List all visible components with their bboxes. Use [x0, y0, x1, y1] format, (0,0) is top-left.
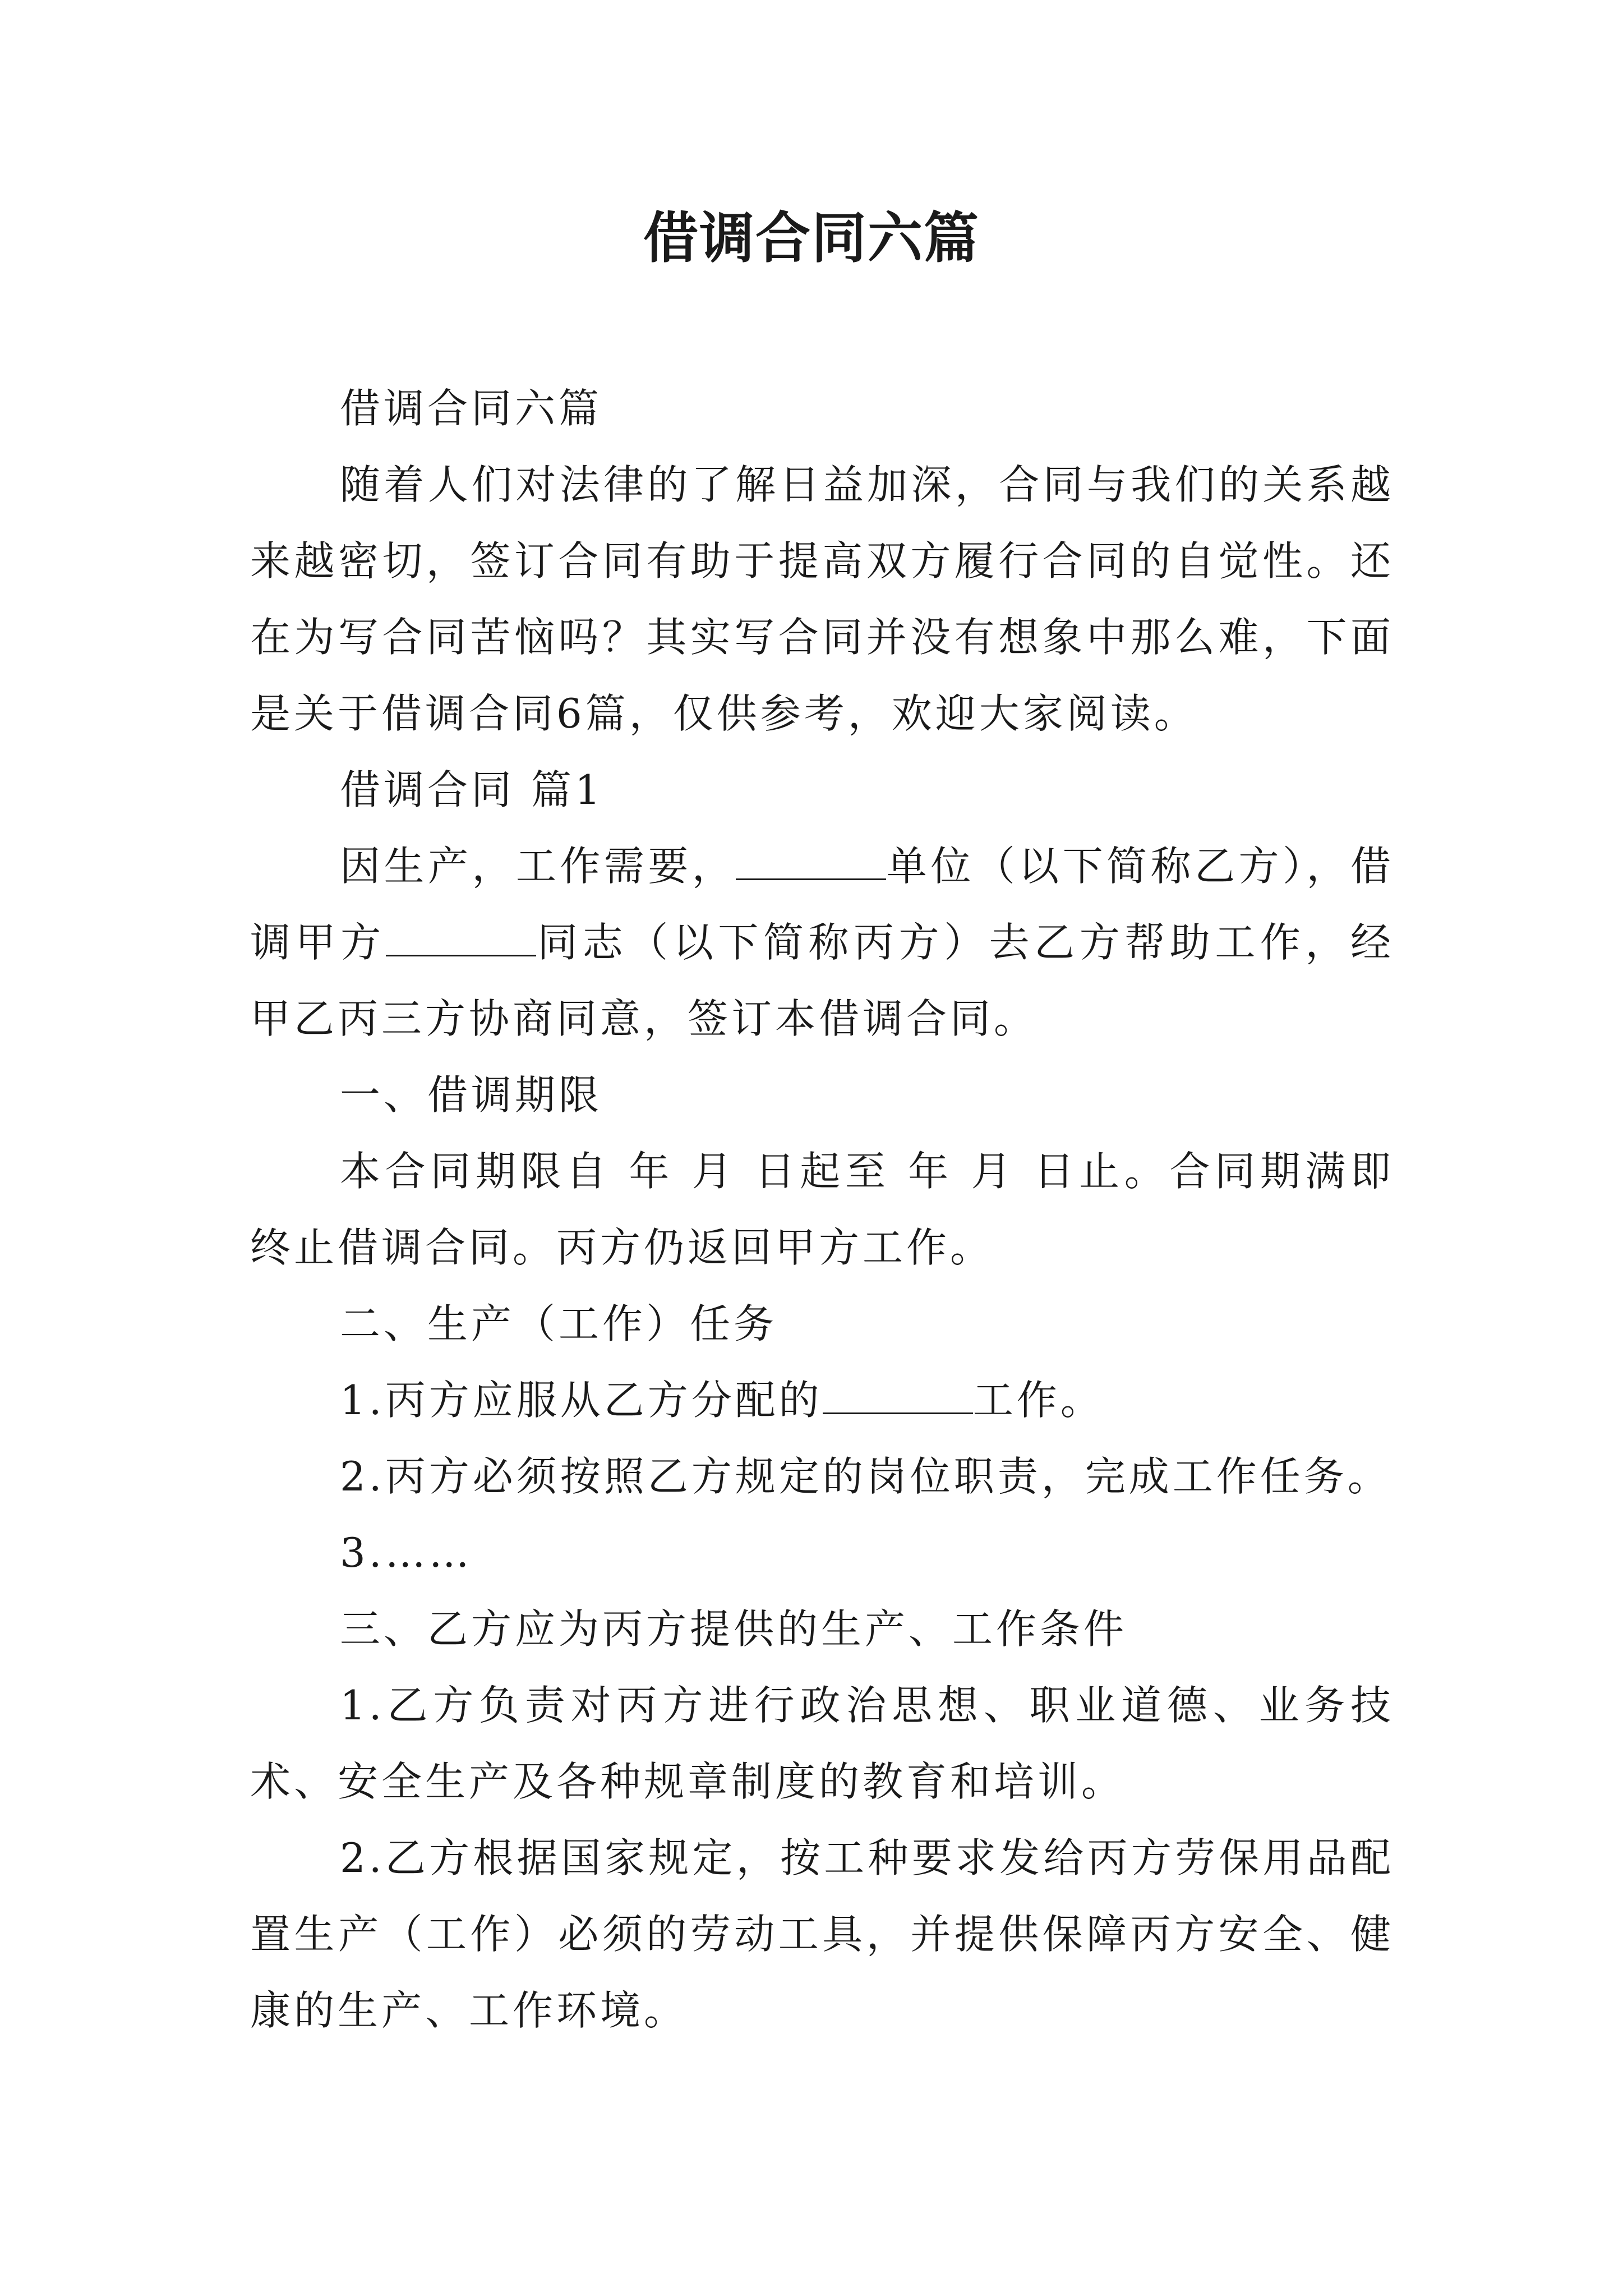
clause-heading-conditions: 三、乙方应为丙方提供的生产、工作条件: [340, 1605, 1128, 1653]
preamble-text-start: 因生产，工作需要，: [340, 843, 736, 890]
clause-heading-tasks: 二、生产（工作）任务: [340, 1300, 778, 1347]
paragraph-section-heading: 借调合同 篇1: [340, 766, 604, 813]
preamble-text-end: 同志（以下简称丙方）去乙方帮助工作，经甲乙丙三方协商同意，签订本借调合同。: [250, 919, 1394, 1042]
document-title: 借调合同六篇: [643, 206, 980, 270]
clause-task-1: [250, 1362, 1394, 1438]
paragraph-intro: 随着人们对法律的了解日益加深，合同与我们的关系越来越密切，签订合同有助于提高双方履行合同的自觉性。还在为写合同苦恼吗？其实写合同并没有想象中那么难，下面是关于借调合同6篇，仅供参考，欢迎大家阅读。: [250, 461, 1394, 737]
blank-line-unit: [736, 848, 886, 880]
blank-line-person: [386, 924, 536, 956]
clause-term-text: 本合同期限自 年 月 日起至 年 月 日止。合同期满即终止借调合同。丙方仍返回甲方工作。: [250, 1148, 1394, 1271]
blank-line-work: [823, 1382, 973, 1414]
task-1-text-start: 1.丙方应服从乙方分配的: [340, 1377, 823, 1424]
clause-task-2: 2.丙方必须按照乙方规定的岗位职责，完成工作任务。: [340, 1453, 1391, 1500]
clause-condition-2: 2.乙方根据国家规定，按工种要求发给丙方劳保用品配置生产（工作）必须的劳动工具，并提供保障丙方安全、健康的生产、工作环境。: [250, 1834, 1394, 2034]
clause-condition-1: 1.乙方负责对丙方进行政治思想、职业道德、业务技术、安全生产及各种规章制度的教育和培训。: [250, 1682, 1394, 1805]
clause-task-3: 3.……: [340, 1529, 473, 1576]
paragraph-preamble: [250, 828, 1394, 1057]
paragraph-subtitle: 借调合同六篇: [340, 385, 603, 432]
clause-heading-term: 一、借调期限: [340, 1071, 603, 1119]
preamble-text-middle: 单位（以下简称乙方），借调甲方: [250, 843, 1394, 966]
task-1-text-end: 工作。: [972, 1377, 1104, 1424]
document-body: [250, 370, 1394, 2049]
